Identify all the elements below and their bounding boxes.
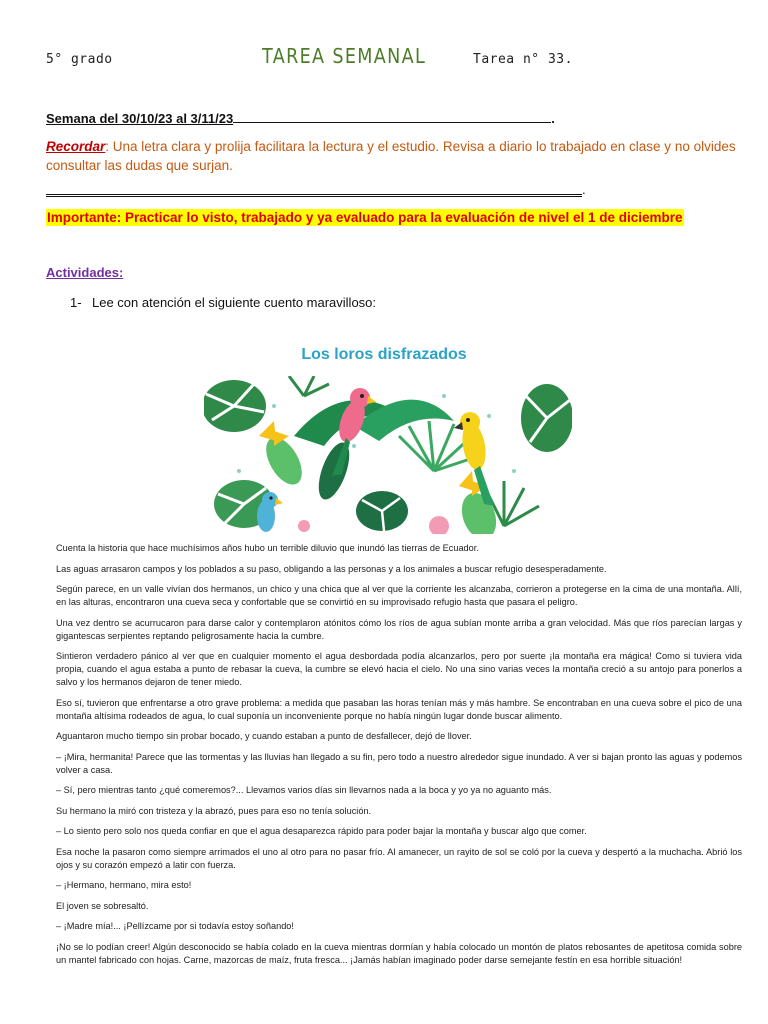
- story-paragraph: – ¡Madre mía!... ¡Pellízcame por si todavía estoy soñando!: [56, 921, 294, 931]
- activity-text: Lee con atención el siguiente cuento maravilloso:: [92, 295, 377, 310]
- story-title: Los loros disfrazados: [301, 346, 467, 363]
- separator-end-mark: .: [582, 182, 586, 197]
- monstera-leaf-icon: [204, 380, 266, 432]
- story-text: [56, 542, 742, 974]
- story-paragraph: Eso sí, tuvieron que enfrentarse a otro grave problema: a medida que pasaban las horas tenían más y más hambre. Se encontraban en una cueva sobre el pico de una montaña altísima rodeados de agua, lo cual suponía un inconveniente porque no había ningún lugar donde buscar alimento.: [56, 697, 742, 721]
- story-paragraph: Cuenta la historia que hace muchísimos años hubo un terrible diluvio que inundó las tierras de Ecuador.: [56, 543, 479, 553]
- activity-number: 1-: [70, 295, 82, 310]
- important-notice: Importante: Practicar lo visto, trabajado y ya evaluado para la evaluación de nivel el 1 de diciembre: [47, 210, 683, 225]
- story-paragraph: Esa noche la pasaron como siempre arrimados el uno al otro para no pasar frío. Al amanecer, un rayito de sol se coló por la cueva y despertó a la muchacha. Abrió los ojos y su corazón empezó a latir con fuerza.: [56, 846, 742, 870]
- reminder-text: : Una letra clara y prolija facilitara la lectura y el estudio. Revisa a diario lo trabajado en clase y no olvides consultar las dudas que surjan.: [46, 139, 736, 173]
- story-paragraph: – ¡Hermano, hermano, mira esto!: [56, 880, 192, 890]
- story-paragraph: Una vez dentro se acurrucaron para darse calor y contemplaron atónitos cómo los ríos de agua subían monte arriba a gran velocidad. Más que ríos parecían largas y gigantescas serpientes reptando peligrosamente hacia la cumbre.: [56, 617, 742, 641]
- story-paragraph: – ¡Mira, hermanita! Parece que las tormentas y las lluvias han llegado a su fin, pero todo a nuestro alrededor sigue inundado. A ver si bajan pronto las aguas y podemos volver a casa.: [56, 751, 742, 775]
- story-paragraph: Sintieron verdadero pánico al ver que en cualquier momento el agua desbordada podía alcanzarlos, pero por suerte ¡la montaña era mágica! Como si tuviera vida propia, cuando el agua estaba a punto de rebasar la cueva, la cumbre se elevó hacia el cielo. No una sino varias veces la montaña creció a su antojo para ponerlos a salvo y los hermanos dejaron de tener miedo.: [56, 651, 742, 687]
- grade-label: 5° grado: [46, 52, 113, 67]
- page-title: TAREA SEMANAL: [262, 44, 427, 68]
- week-dates: Semana del 30/10/23 al 3/11/23: [46, 111, 234, 126]
- week-fill-line: [233, 110, 551, 123]
- reminder-note: [46, 137, 746, 175]
- tropical-parrots-illustration: [204, 376, 572, 534]
- story-paragraph: Su hermano la miró con tristeza y la abrazó, pues para eso no tenía solución.: [56, 805, 372, 816]
- week-line: [46, 110, 576, 126]
- activity-item: [70, 295, 376, 310]
- separator-line: [46, 194, 582, 197]
- task-number: Tarea n° 33.: [473, 52, 573, 67]
- week-end-mark: .: [551, 111, 555, 126]
- story-paragraph: Aguantaron mucho tiempo sin probar bocado, y cuando estaban a punto de desfallecer, dejó de llover.: [56, 731, 472, 741]
- story-paragraph: – Sí, pero mientras tanto ¿qué comeremos?... Llevamos varios días sin llevarnos nada a la boca y yo ya no aguanto más.: [56, 785, 552, 795]
- activities-heading: Actividades:: [46, 265, 124, 280]
- story-paragraph: Según parece, en un valle vivían dos hermanos, un chico y una chica que al ver que la corriente les alcanzaba, corrieron a protegerse en la cima de una montaña. Allí, en las alturas, encontraron una cueva seca y confortable que se convirtió en su improvisado refugio hasta que pasara el peligro.: [56, 584, 742, 607]
- story-paragraph: Las aguas arrasaron campos y los poblados a su paso, obligando a las personas y a los animales a buscar refugio desesperadamente.: [56, 563, 607, 574]
- story-paragraph: ¡No se lo podían creer! Algún desconocido se había colado en la cueva mientras dormían y había colocado un montón de platos rebosantes de apetitosa comida sobre un mantel fabricado con hojas. Carne, mazorcas de maíz, fruta fresca... ¡Jamás habían imaginado poder darse semejante festín en esa horrible situación!: [56, 941, 742, 965]
- reminder-label: Recordar: [46, 139, 106, 154]
- story-paragraph: El joven se sobresaltó.: [56, 900, 149, 911]
- story-paragraph: – Lo siento pero solo nos queda confiar en que el agua desaparezca rápido para poder bajar la montaña y buscar algo que comer.: [56, 826, 587, 836]
